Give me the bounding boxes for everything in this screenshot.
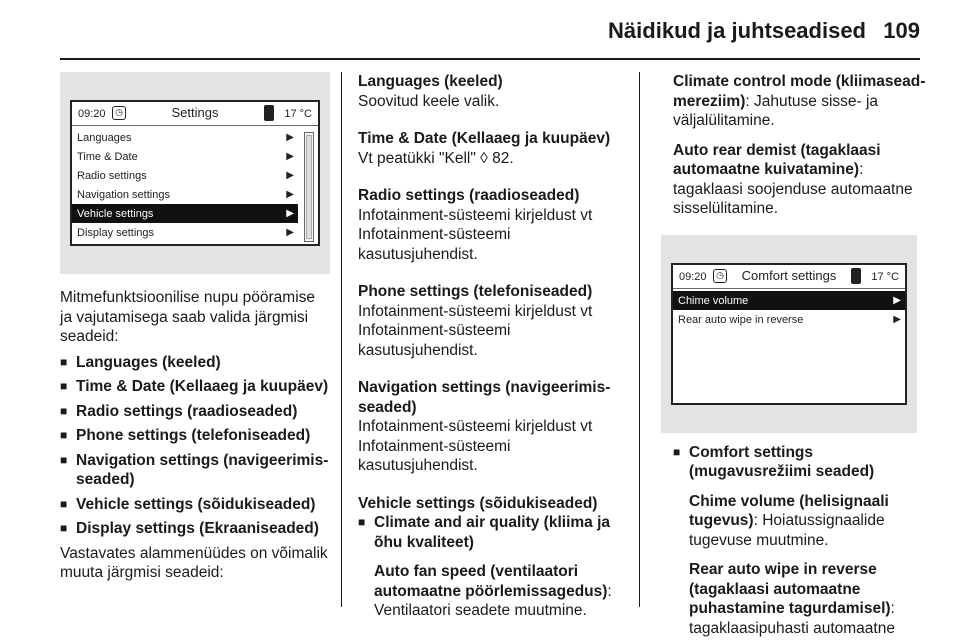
page-header	[0, 0, 960, 64]
column-divider	[639, 72, 640, 607]
section-heading: Vehicle settings (sõidukiseaded)	[358, 494, 598, 512]
setting-description: Chime volume (helisignaali tugevus): Hoiatussignaalide tugevuse muutmine.	[689, 492, 889, 549]
screen-status-bar	[72, 102, 318, 126]
settings-bullet-list	[60, 353, 330, 539]
page-number: 109	[883, 18, 920, 43]
chevron-right-icon: ▶	[893, 313, 901, 325]
chevron-right-icon: ▶	[286, 227, 294, 238]
setting-description: Auto fan speed (ventilaatori automaatne pöörlemissagedus): Ventilaatori seadete muutmine.	[374, 563, 612, 619]
setting-description: Rear auto wipe in reverse (tagaklaasi automaatne puhastamine tagurdamisel): tagaklaasipuhasti automaatne	[689, 561, 895, 637]
menu-item-display-settings[interactable]: Display settings ▶	[77, 227, 294, 239]
comfort-screen-figure	[661, 235, 917, 433]
screen-time: 09:20	[78, 108, 106, 120]
screen-time: 09:20	[679, 270, 707, 283]
chevron-right-icon: ▶	[286, 208, 294, 219]
screen-title: Comfort settings	[741, 267, 837, 283]
setting-description: Auto rear demist (tagaklaasi automaatne kuivatamine): tagaklaasi soojenduse automaatne sisselülitamine.	[673, 141, 913, 217]
section-heading: Navigation settings (navigeerimis-seaded)	[358, 379, 611, 416]
screen-title: Settings	[171, 105, 219, 120]
page-title: Näidikud ja juhtseadised	[608, 18, 866, 43]
comfort-sublist	[673, 443, 933, 639]
comfort-menu-list	[673, 289, 905, 329]
chevron-right-icon: ▶	[286, 151, 294, 162]
settings-screen	[70, 100, 320, 246]
menu-item-chime-volume[interactable]: Chime volume ▶	[673, 291, 905, 310]
chevron-right-icon: ▶	[893, 294, 901, 306]
screen-status-bar	[673, 265, 905, 289]
bullet-item: ■ Display settings (Ekraaniseaded)	[60, 519, 330, 539]
column-divider	[341, 72, 342, 607]
chevron-right-icon: ▶	[286, 170, 294, 181]
section-heading: Time & Date (Kellaaeg ja kuupäev)	[358, 130, 611, 147]
settings-menu-list	[72, 126, 318, 242]
section-body: Infotainment-süsteemi kirjeldust vt Infotainment-süsteemi kasutusjuhendist.	[358, 418, 593, 474]
setting-description: Climate control mode (kliimasead-mereziim): Jahutuse sisse- ja väljalülitamine.	[673, 73, 926, 129]
thermometer-icon	[264, 105, 274, 121]
bullet-item: ■ Radio settings (raadioseaded)	[60, 402, 330, 422]
menu-item-time-date[interactable]: Time & Date ▶	[77, 151, 294, 163]
bullet-item: ■ Vehicle settings (sõidukiseaded)	[60, 495, 330, 515]
vehicle-sublist	[358, 513, 620, 621]
subsection-heading: ■ Climate and air quality (kliima ja õhu kvaliteet)	[374, 513, 620, 552]
menu-item-navigation-settings[interactable]: Navigation settings ▶	[77, 189, 294, 201]
screen-temperature: 17 °C	[284, 108, 312, 120]
section-body: Infotainment-süsteemi kirjeldust vt Infotainment-süsteemi kasutusjuhendist.	[358, 302, 593, 359]
section-heading: Phone settings (telefoniseaded)	[358, 283, 593, 300]
section-body: Vt peatükki "Kell" ◊ 82.	[358, 149, 514, 167]
column-middle	[358, 72, 620, 621]
outro-paragraph: Vastavates alammenüüdes on võimalik muuta järgmisi seadeid:	[60, 544, 328, 581]
bullet-item: ■ Navigation settings (navigeerimis-seaded)	[60, 451, 330, 490]
menu-item-vehicle-settings[interactable]: Vehicle settings ▶	[72, 204, 298, 223]
section-body: Infotainment-süsteemi kirjeldust vt Infotainment-süsteemi kasutusjuhendist.	[358, 206, 593, 263]
bullet-item: ■ Languages (keeled)	[60, 353, 330, 373]
header-divider	[60, 58, 920, 60]
section-heading: Languages (keeled)	[358, 73, 503, 90]
bullet-item: ■ Time & Date (Kellaaeg ja kuupäev)	[60, 377, 330, 397]
menu-item-rear-auto-wipe[interactable]: Rear auto wipe in reverse ▶	[678, 313, 901, 326]
scrollbar[interactable]	[304, 132, 314, 242]
menu-item-languages[interactable]: Languages ▶	[77, 132, 294, 144]
scrollbar-thumb[interactable]	[306, 135, 312, 239]
intro-paragraph: Mitmefunktsioonilise nupu pööramise ja vajutamisega saab valida järgmisi seadeid:	[60, 289, 316, 345]
column-right	[673, 72, 933, 638]
clock-icon: ◷	[713, 269, 727, 283]
menu-item-radio-settings[interactable]: Radio settings ▶	[77, 170, 294, 182]
bullet-item: ■ Phone settings (telefoniseaded)	[60, 426, 330, 446]
screen-temperature: 17 °C	[871, 270, 899, 283]
column-left	[60, 72, 330, 583]
subsection-heading: ■ Comfort settings (mugavusrežiimi seaded)	[689, 443, 933, 482]
section-body: Soovitud keele valik.	[358, 92, 500, 110]
comfort-screen	[671, 263, 907, 405]
chevron-right-icon: ▶	[286, 132, 294, 143]
settings-screen-figure	[60, 72, 330, 274]
thermometer-icon	[851, 268, 861, 284]
section-heading: Radio settings (raadioseaded)	[358, 187, 580, 204]
chevron-right-icon: ▶	[286, 189, 294, 200]
clock-icon: ◷	[112, 106, 126, 120]
